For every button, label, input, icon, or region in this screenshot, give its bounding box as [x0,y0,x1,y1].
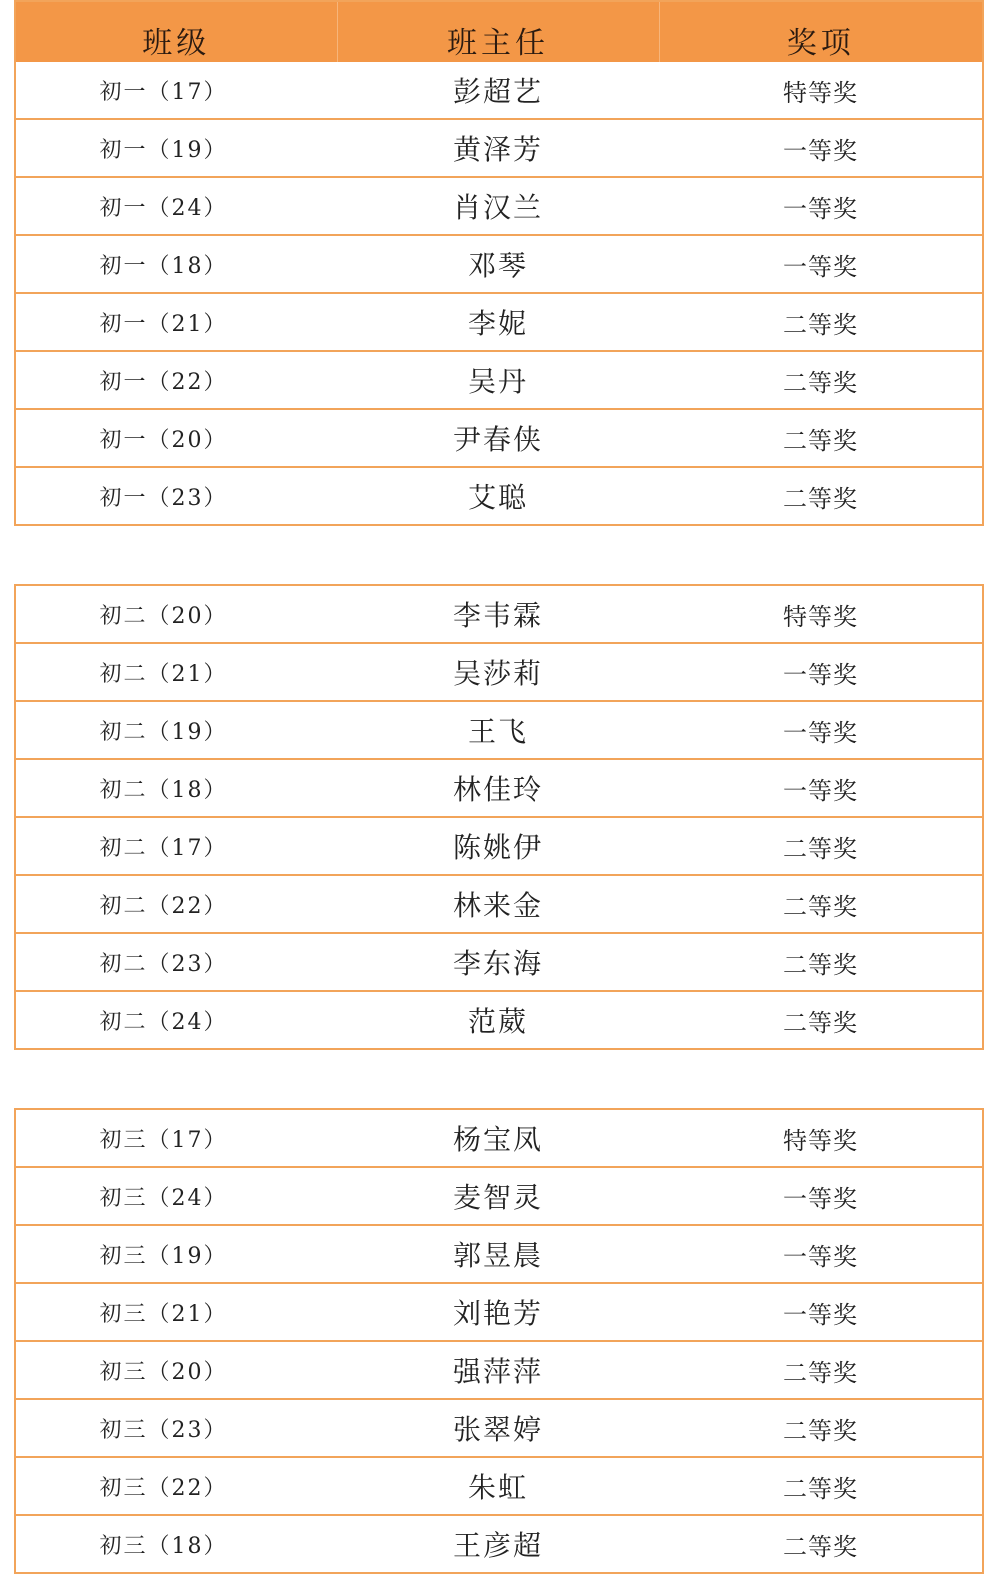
table-row [15,177,983,235]
group-spacer [14,526,982,584]
teacher-cell: 李东海 [337,933,659,991]
teacher-cell: 郭昱晨 [337,1225,659,1283]
teacher-cell: 艾聪 [467,481,528,514]
teacher-cell: 林佳玲 [337,759,659,817]
award-table-grade-3 [14,1108,984,1574]
teacher-cell: 李妮 [337,293,659,351]
teacher-cell: 麦智灵 [337,1167,659,1225]
award-cell: 二等奖 [659,875,983,933]
class-cell: 初二（24） [99,1009,228,1035]
header-class: 班级 [15,1,337,62]
teacher-cell: 王飞 [337,701,659,759]
class-cell: 初三（19） [15,1225,337,1283]
table-row [15,875,983,933]
award-cell: 特等奖 [659,1109,983,1167]
teacher-cell: 吴莎莉 [337,643,659,701]
award-table-grade-2 [14,584,984,1050]
table-row [15,701,983,759]
award-cell: 二等奖 [783,484,858,513]
table-row [15,1225,983,1283]
award-cell: 一等奖 [659,235,983,293]
class-cell: 初三（21） [15,1283,337,1341]
teacher-cell: 刘艳芳 [337,1283,659,1341]
teacher-cell: 林来金 [337,875,659,933]
header-award: 奖项 [659,1,983,62]
award-cell: 二等奖 [659,409,983,467]
table-row [15,759,983,817]
class-cell: 初二（21） [15,643,337,701]
class-cell: 初二（22） [15,875,337,933]
teacher-cell: 李韦霖 [337,585,659,643]
table-row [15,1341,983,1399]
award-cell: 二等奖 [659,293,983,351]
award-cell: 二等奖 [783,1008,858,1037]
table-row [15,1515,983,1573]
award-cell: 一等奖 [659,177,983,235]
award-cell: 一等奖 [659,1283,983,1341]
table-row [15,293,983,351]
group-spacer [14,1050,982,1108]
teacher-cell: 吴丹 [337,351,659,409]
award-cell: 二等奖 [659,1341,983,1399]
class-cell: 初三（18） [99,1533,228,1559]
teacher-cell: 邓琴 [337,235,659,293]
award-cell: 一等奖 [659,759,983,817]
class-cell: 初一（20） [15,409,337,467]
class-cell: 初一（23） [99,485,228,511]
class-cell: 初二（18） [15,759,337,817]
class-cell: 初二（23） [15,933,337,991]
header-teacher: 班主任 [337,1,659,62]
award-cell: 一等奖 [659,119,983,177]
award-table-grade-1 [14,0,984,526]
award-cell: 二等奖 [659,351,983,409]
table-row [15,467,983,525]
award-cell: 一等奖 [659,1167,983,1225]
award-cell: 一等奖 [659,643,983,701]
teacher-cell: 黄泽芳 [337,119,659,177]
table-row [15,1109,983,1167]
table-row [15,1457,983,1515]
teacher-cell: 肖汉兰 [337,177,659,235]
class-cell: 初三（22） [15,1457,337,1515]
class-cell: 初一（17） [15,62,337,119]
award-cell: 特等奖 [659,585,983,643]
class-cell: 初二（20） [15,585,337,643]
table-row [15,409,983,467]
class-cell: 初一（24） [15,177,337,235]
teacher-cell: 陈姚伊 [337,817,659,875]
teacher-cell: 尹春侠 [337,409,659,467]
class-cell: 初三（24） [15,1167,337,1225]
table-row [15,62,983,119]
class-cell: 初三（17） [15,1109,337,1167]
award-cell: 二等奖 [659,1399,983,1457]
award-cell: 二等奖 [659,933,983,991]
award-sheet [14,0,982,1574]
award-cell: 特等奖 [659,62,983,119]
teacher-cell: 范葳 [467,1005,528,1038]
class-cell: 初三（23） [15,1399,337,1457]
teacher-cell: 张翠婷 [337,1399,659,1457]
teacher-cell: 朱虹 [337,1457,659,1515]
table-row [15,1399,983,1457]
class-cell: 初三（20） [15,1341,337,1399]
table-row [15,933,983,991]
class-cell: 初一（18） [15,235,337,293]
table-row [15,119,983,177]
award-cell: 二等奖 [659,1457,983,1515]
teacher-cell: 王彦超 [452,1529,543,1562]
class-cell: 初一（22） [15,351,337,409]
award-cell: 二等奖 [783,1532,858,1561]
table-row [15,817,983,875]
table-row [15,1167,983,1225]
class-cell: 初二（19） [15,701,337,759]
award-cell: 一等奖 [659,1225,983,1283]
award-cell: 二等奖 [659,817,983,875]
teacher-cell: 杨宝凤 [337,1109,659,1167]
table-row [15,235,983,293]
class-cell: 初二（17） [15,817,337,875]
award-cell: 一等奖 [659,701,983,759]
table-row [15,351,983,409]
table-row [15,1283,983,1341]
class-cell: 初一（21） [15,293,337,351]
table-row [15,585,983,643]
table-header-row [15,1,983,62]
teacher-cell: 强萍萍 [337,1341,659,1399]
teacher-cell: 彭超艺 [337,62,659,119]
table-row [15,991,983,1049]
table-row [15,643,983,701]
class-cell: 初一（19） [15,119,337,177]
